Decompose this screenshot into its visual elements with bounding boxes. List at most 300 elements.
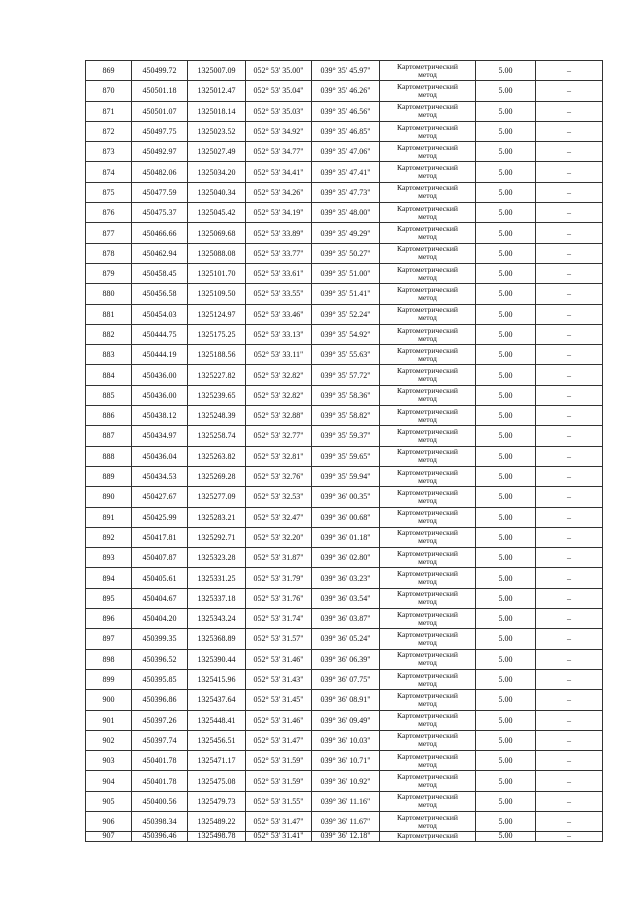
x-coordinate-cell: 450404.20 — [132, 609, 188, 629]
method-cell — [380, 121, 476, 141]
note-cell: – — [536, 669, 603, 689]
y-coordinate-cell: 1325471.17 — [188, 751, 246, 771]
x-coordinate-cell: 450492.97 — [132, 142, 188, 162]
table-row — [86, 527, 603, 547]
method-line-1: Картометрический — [397, 284, 458, 294]
latitude-cell: 052° 53' 32.81" — [246, 446, 312, 466]
longitude-cell: 039° 35' 52.24" — [312, 304, 380, 324]
y-coordinate-cell: 1325277.09 — [188, 487, 246, 507]
method-cell — [380, 101, 476, 121]
longitude-cell: 039° 35' 59.65" — [312, 446, 380, 466]
accuracy-cell: 5.00 — [476, 385, 536, 405]
y-coordinate-cell: 1325175.25 — [188, 324, 246, 344]
method-cell — [380, 609, 476, 629]
accuracy-cell: 5.00 — [476, 324, 536, 344]
method-line-2: метод — [418, 739, 437, 749]
x-coordinate-cell: 450395.85 — [132, 669, 188, 689]
point-number-cell: 880 — [86, 284, 132, 304]
note-cell: – — [536, 791, 603, 811]
note-cell: – — [536, 142, 603, 162]
note-cell: – — [536, 162, 603, 182]
note-cell: – — [536, 223, 603, 243]
table-row — [86, 142, 603, 162]
point-number-cell: 885 — [86, 385, 132, 405]
table-row — [86, 832, 603, 842]
note-cell: – — [536, 426, 603, 446]
note-cell: – — [536, 487, 603, 507]
latitude-cell: 052° 53' 35.03" — [246, 101, 312, 121]
note-cell: – — [536, 203, 603, 223]
method-line-2: метод — [418, 252, 437, 262]
y-coordinate-cell: 1325390.44 — [188, 649, 246, 669]
longitude-cell: 039° 36' 00.68" — [312, 507, 380, 527]
x-coordinate-cell: 450501.07 — [132, 101, 188, 121]
longitude-cell: 039° 36' 01.18" — [312, 527, 380, 547]
note-cell: – — [536, 507, 603, 527]
y-coordinate-cell: 1325368.89 — [188, 629, 246, 649]
x-coordinate-cell: 450438.12 — [132, 406, 188, 426]
method-line-2: метод — [418, 577, 437, 587]
method-line-1: Картометрический — [397, 548, 458, 558]
latitude-cell: 052° 53' 35.04" — [246, 81, 312, 101]
method-line-2: метод — [418, 800, 437, 810]
table-row — [86, 162, 603, 182]
table-row — [86, 710, 603, 730]
longitude-cell: 039° 36' 10.71" — [312, 751, 380, 771]
method-line-1: Картометрический — [397, 751, 458, 761]
method-line-2: метод — [418, 434, 437, 444]
table-row — [86, 487, 603, 507]
y-coordinate-cell: 1325258.74 — [188, 426, 246, 446]
longitude-cell: 039° 35' 51.41" — [312, 284, 380, 304]
y-coordinate-cell: 1325283.21 — [188, 507, 246, 527]
method-line-2: метод — [418, 637, 437, 647]
note-cell: – — [536, 182, 603, 202]
accuracy-cell: 5.00 — [476, 466, 536, 486]
accuracy-cell: 5.00 — [476, 142, 536, 162]
latitude-cell: 052° 53' 31.45" — [246, 690, 312, 710]
point-number-cell: 876 — [86, 203, 132, 223]
latitude-cell: 052° 53' 31.57" — [246, 629, 312, 649]
point-number-cell: 898 — [86, 649, 132, 669]
method-line-2: метод — [418, 536, 437, 546]
y-coordinate-cell: 1325018.14 — [188, 101, 246, 121]
point-number-cell: 870 — [86, 81, 132, 101]
method-cell — [380, 507, 476, 527]
y-coordinate-cell: 1325088.08 — [188, 243, 246, 263]
method-line-1: Картометрический — [397, 609, 458, 619]
table-row — [86, 507, 603, 527]
note-cell: – — [536, 811, 603, 831]
method-line-2: метод — [418, 414, 437, 424]
method-line-2: метод — [418, 455, 437, 465]
y-coordinate-cell: 1325498.78 — [188, 832, 246, 842]
note-cell: – — [536, 466, 603, 486]
method-line-1: Картометрический — [397, 792, 458, 802]
note-cell: – — [536, 365, 603, 385]
point-number-cell: 891 — [86, 507, 132, 527]
y-coordinate-cell: 1325323.28 — [188, 548, 246, 568]
note-cell: – — [536, 284, 603, 304]
table-row — [86, 121, 603, 141]
x-coordinate-cell: 450456.58 — [132, 284, 188, 304]
method-line-1: Картометрический — [397, 812, 458, 822]
table-row — [86, 324, 603, 344]
y-coordinate-cell: 1325475.08 — [188, 771, 246, 791]
method-line-2: метод — [418, 313, 437, 323]
point-number-cell: 883 — [86, 345, 132, 365]
latitude-cell: 052° 53' 31.46" — [246, 710, 312, 730]
method-cell — [380, 284, 476, 304]
note-cell: – — [536, 751, 603, 771]
accuracy-cell: 5.00 — [476, 121, 536, 141]
accuracy-cell: 5.00 — [476, 771, 536, 791]
latitude-cell: 052° 53' 32.82" — [246, 365, 312, 385]
latitude-cell: 052° 53' 34.19" — [246, 203, 312, 223]
y-coordinate-cell: 1325023.52 — [188, 121, 246, 141]
method-cell — [380, 324, 476, 344]
method-line-2: метод — [418, 171, 437, 181]
method-line-2: метод — [418, 110, 437, 120]
method-line-1: Картометрический — [397, 650, 458, 660]
method-line-1: Картометрический — [397, 487, 458, 497]
latitude-cell: 052° 53' 31.76" — [246, 588, 312, 608]
longitude-cell: 039° 35' 58.36" — [312, 385, 380, 405]
point-number-cell: 894 — [86, 568, 132, 588]
y-coordinate-cell: 1325292.71 — [188, 527, 246, 547]
y-coordinate-cell: 1325188.56 — [188, 345, 246, 365]
latitude-cell: 052° 53' 31.43" — [246, 669, 312, 689]
x-coordinate-cell: 450401.78 — [132, 771, 188, 791]
accuracy-cell: 5.00 — [476, 263, 536, 283]
note-cell: – — [536, 345, 603, 365]
accuracy-cell: 5.00 — [476, 406, 536, 426]
method-line-1: Картометрический — [397, 122, 458, 132]
table-row — [86, 466, 603, 486]
method-line-1: Картометрический — [397, 224, 458, 234]
method-line-1: Картометрический — [397, 772, 458, 782]
accuracy-cell: 5.00 — [476, 751, 536, 771]
x-coordinate-cell: 450501.18 — [132, 81, 188, 101]
table-row — [86, 649, 603, 669]
method-line-2: метод — [418, 475, 437, 485]
point-number-cell: 896 — [86, 609, 132, 629]
table-row — [86, 629, 603, 649]
accuracy-cell: 5.00 — [476, 345, 536, 365]
table-row — [86, 609, 603, 629]
accuracy-cell: 5.00 — [476, 791, 536, 811]
point-number-cell: 900 — [86, 690, 132, 710]
accuracy-cell: 5.00 — [476, 811, 536, 831]
table-row — [86, 588, 603, 608]
longitude-cell: 039° 36' 05.24" — [312, 629, 380, 649]
table-row — [86, 446, 603, 466]
x-coordinate-cell: 450436.00 — [132, 365, 188, 385]
longitude-cell: 039° 36' 03.54" — [312, 588, 380, 608]
longitude-cell: 039° 36' 09.49" — [312, 710, 380, 730]
method-cell — [380, 385, 476, 405]
y-coordinate-cell: 1325456.51 — [188, 730, 246, 750]
x-coordinate-cell: 450417.81 — [132, 527, 188, 547]
longitude-cell: 039° 35' 51.00" — [312, 263, 380, 283]
note-cell: – — [536, 263, 603, 283]
point-number-cell: 874 — [86, 162, 132, 182]
method-line-1: Картометрический — [397, 670, 458, 680]
note-cell: – — [536, 649, 603, 669]
y-coordinate-cell: 1325263.82 — [188, 446, 246, 466]
method-line-1: Картометрический — [397, 589, 458, 599]
longitude-cell: 039° 35' 57.72" — [312, 365, 380, 385]
x-coordinate-cell: 450405.61 — [132, 568, 188, 588]
longitude-cell: 039° 35' 54.92" — [312, 324, 380, 344]
method-line-2: метод — [418, 780, 437, 790]
x-coordinate-cell: 450466.66 — [132, 223, 188, 243]
method-line-2: метод — [418, 232, 437, 242]
latitude-cell: 052° 53' 34.41" — [246, 162, 312, 182]
method-line-1: Картометрический — [397, 81, 458, 91]
method-line-1: Картометрический — [397, 447, 458, 457]
point-number-cell: 872 — [86, 121, 132, 141]
longitude-cell: 039° 35' 45.97" — [312, 61, 380, 81]
point-number-cell: 906 — [86, 811, 132, 831]
point-number-cell: 904 — [86, 771, 132, 791]
method-cell — [380, 365, 476, 385]
x-coordinate-cell: 450497.75 — [132, 121, 188, 141]
table-row — [86, 730, 603, 750]
note-cell: – — [536, 690, 603, 710]
table-row — [86, 406, 603, 426]
method-cell — [380, 406, 476, 426]
method-line-2: метод — [418, 678, 437, 688]
table-row — [86, 365, 603, 385]
y-coordinate-cell: 1325437.64 — [188, 690, 246, 710]
point-number-cell: 879 — [86, 263, 132, 283]
latitude-cell: 052° 53' 31.47" — [246, 730, 312, 750]
latitude-cell: 052° 53' 32.20" — [246, 527, 312, 547]
latitude-cell: 052° 53' 33.77" — [246, 243, 312, 263]
method-cell — [380, 162, 476, 182]
accuracy-cell: 5.00 — [476, 223, 536, 243]
method-cell — [380, 487, 476, 507]
longitude-cell: 039° 35' 59.37" — [312, 426, 380, 446]
longitude-cell: 039° 36' 10.92" — [312, 771, 380, 791]
accuracy-cell: 5.00 — [476, 568, 536, 588]
method-line-1: Картометрический — [397, 345, 458, 355]
point-number-cell: 897 — [86, 629, 132, 649]
x-coordinate-cell: 450407.87 — [132, 548, 188, 568]
longitude-cell: 039° 36' 02.80" — [312, 548, 380, 568]
method-line-2: метод — [418, 374, 437, 384]
method-line-2: метод — [418, 130, 437, 140]
table-row — [86, 203, 603, 223]
x-coordinate-cell: 450434.97 — [132, 426, 188, 446]
method-line-1: Картометрический — [397, 264, 458, 274]
latitude-cell: 052° 53' 33.61" — [246, 263, 312, 283]
table-row — [86, 223, 603, 243]
method-line-1: Картометрический — [397, 366, 458, 376]
method-cell — [380, 426, 476, 446]
accuracy-cell: 5.00 — [476, 730, 536, 750]
latitude-cell: 052° 53' 33.13" — [246, 324, 312, 344]
method-line-2: метод — [418, 516, 437, 526]
method-line-2: метод — [418, 333, 437, 343]
longitude-cell: 039° 36' 07.75" — [312, 669, 380, 689]
accuracy-cell: 5.00 — [476, 588, 536, 608]
x-coordinate-cell: 450482.06 — [132, 162, 188, 182]
latitude-cell: 052° 53' 34.92" — [246, 121, 312, 141]
method-line-1: Картометрический — [397, 386, 458, 396]
method-line-1: Картометрический — [397, 629, 458, 639]
note-cell: – — [536, 385, 603, 405]
method-line-1: Картометрический — [397, 163, 458, 173]
y-coordinate-cell: 1325069.68 — [188, 223, 246, 243]
point-number-cell: 890 — [86, 487, 132, 507]
point-number-cell: 882 — [86, 324, 132, 344]
accuracy-cell: 5.00 — [476, 629, 536, 649]
method-line-1: Картометрический — [397, 406, 458, 416]
note-cell: – — [536, 771, 603, 791]
latitude-cell: 052° 53' 32.82" — [246, 385, 312, 405]
latitude-cell: 052° 53' 32.77" — [246, 426, 312, 446]
accuracy-cell: 5.00 — [476, 426, 536, 446]
point-number-cell: 892 — [86, 527, 132, 547]
point-number-cell: 881 — [86, 304, 132, 324]
method-cell — [380, 466, 476, 486]
x-coordinate-cell: 450477.59 — [132, 182, 188, 202]
longitude-cell: 039° 36' 11.67" — [312, 811, 380, 831]
method-line-1: Картометрический — [397, 467, 458, 477]
latitude-cell: 052° 53' 31.46" — [246, 649, 312, 669]
method-cell — [380, 811, 476, 831]
method-line-2: метод — [418, 698, 437, 708]
table-row — [86, 771, 603, 791]
point-number-cell: 887 — [86, 426, 132, 446]
y-coordinate-cell: 1325269.28 — [188, 466, 246, 486]
accuracy-cell: 5.00 — [476, 243, 536, 263]
accuracy-cell: 5.00 — [476, 182, 536, 202]
y-coordinate-cell: 1325337.18 — [188, 588, 246, 608]
point-number-cell: 873 — [86, 142, 132, 162]
accuracy-cell: 5.00 — [476, 101, 536, 121]
method-line-1: Картометрический — [397, 508, 458, 518]
x-coordinate-cell: 450396.86 — [132, 690, 188, 710]
note-cell: – — [536, 629, 603, 649]
longitude-cell: 039° 36' 08.91" — [312, 690, 380, 710]
accuracy-cell: 5.00 — [476, 203, 536, 223]
method-line-2: метод — [418, 759, 437, 769]
note-cell: – — [536, 304, 603, 324]
latitude-cell: 052° 53' 31.74" — [246, 609, 312, 629]
note-cell: – — [536, 568, 603, 588]
table-row — [86, 690, 603, 710]
method-line-2: метод — [418, 150, 437, 160]
table-row — [86, 284, 603, 304]
y-coordinate-cell: 1325101.70 — [188, 263, 246, 283]
y-coordinate-cell: 1325479.73 — [188, 791, 246, 811]
method-cell — [380, 203, 476, 223]
note-cell: – — [536, 832, 603, 842]
longitude-cell: 039° 36' 03.87" — [312, 609, 380, 629]
method-cell — [380, 223, 476, 243]
x-coordinate-cell: 450427.67 — [132, 487, 188, 507]
longitude-cell: 039° 35' 47.41" — [312, 162, 380, 182]
table-row — [86, 751, 603, 771]
table-row — [86, 426, 603, 446]
method-line-2: метод — [418, 89, 437, 99]
method-cell — [380, 690, 476, 710]
y-coordinate-cell: 1325343.24 — [188, 609, 246, 629]
x-coordinate-cell: 450404.67 — [132, 588, 188, 608]
method-line-2: метод — [418, 617, 437, 627]
accuracy-cell: 5.00 — [476, 81, 536, 101]
accuracy-cell: 5.00 — [476, 527, 536, 547]
method-line-1: Картометрический — [397, 305, 458, 315]
table-row — [86, 304, 603, 324]
table-row — [86, 548, 603, 568]
longitude-cell: 039° 35' 47.73" — [312, 182, 380, 202]
y-coordinate-cell: 1325248.39 — [188, 406, 246, 426]
x-coordinate-cell: 450434.53 — [132, 466, 188, 486]
point-number-cell: 903 — [86, 751, 132, 771]
method-line-1: Картометрический — [397, 831, 458, 841]
latitude-cell: 052° 53' 33.89" — [246, 223, 312, 243]
method-cell — [380, 629, 476, 649]
method-cell — [380, 142, 476, 162]
accuracy-cell: 5.00 — [476, 61, 536, 81]
y-coordinate-cell: 1325007.09 — [188, 61, 246, 81]
method-cell — [380, 61, 476, 81]
table-row — [86, 568, 603, 588]
point-number-cell: 878 — [86, 243, 132, 263]
accuracy-cell: 5.00 — [476, 548, 536, 568]
method-cell — [380, 730, 476, 750]
point-number-cell: 901 — [86, 710, 132, 730]
x-coordinate-cell: 450499.72 — [132, 61, 188, 81]
point-number-cell: 884 — [86, 365, 132, 385]
x-coordinate-cell: 450396.52 — [132, 649, 188, 669]
latitude-cell: 052° 53' 31.59" — [246, 771, 312, 791]
y-coordinate-cell: 1325415.96 — [188, 669, 246, 689]
method-line-2: метод — [418, 597, 437, 607]
longitude-cell: 039° 35' 48.00" — [312, 203, 380, 223]
method-cell — [380, 791, 476, 811]
method-line-1: Картометрический — [397, 142, 458, 152]
y-coordinate-cell: 1325489.22 — [188, 811, 246, 831]
method-line-1: Картометрический — [397, 183, 458, 193]
x-coordinate-cell: 450396.46 — [132, 832, 188, 842]
table-row — [86, 263, 603, 283]
y-coordinate-cell: 1325027.49 — [188, 142, 246, 162]
x-coordinate-cell: 450400.56 — [132, 791, 188, 811]
method-line-1: Картометрический — [397, 203, 458, 213]
note-cell: – — [536, 324, 603, 344]
x-coordinate-cell: 450436.00 — [132, 385, 188, 405]
method-line-2: метод — [418, 394, 437, 404]
latitude-cell: 052° 53' 33.55" — [246, 284, 312, 304]
method-line-1: Картометрический — [397, 528, 458, 538]
point-number-cell: 877 — [86, 223, 132, 243]
note-cell: – — [536, 61, 603, 81]
x-coordinate-cell: 450399.35 — [132, 629, 188, 649]
point-number-cell: 889 — [86, 466, 132, 486]
method-cell — [380, 243, 476, 263]
y-coordinate-cell: 1325239.65 — [188, 385, 246, 405]
method-cell — [380, 568, 476, 588]
latitude-cell: 052° 53' 32.76" — [246, 466, 312, 486]
latitude-cell: 052° 53' 31.41" — [246, 832, 312, 842]
method-line-2: метод — [418, 191, 437, 201]
accuracy-cell: 5.00 — [476, 690, 536, 710]
